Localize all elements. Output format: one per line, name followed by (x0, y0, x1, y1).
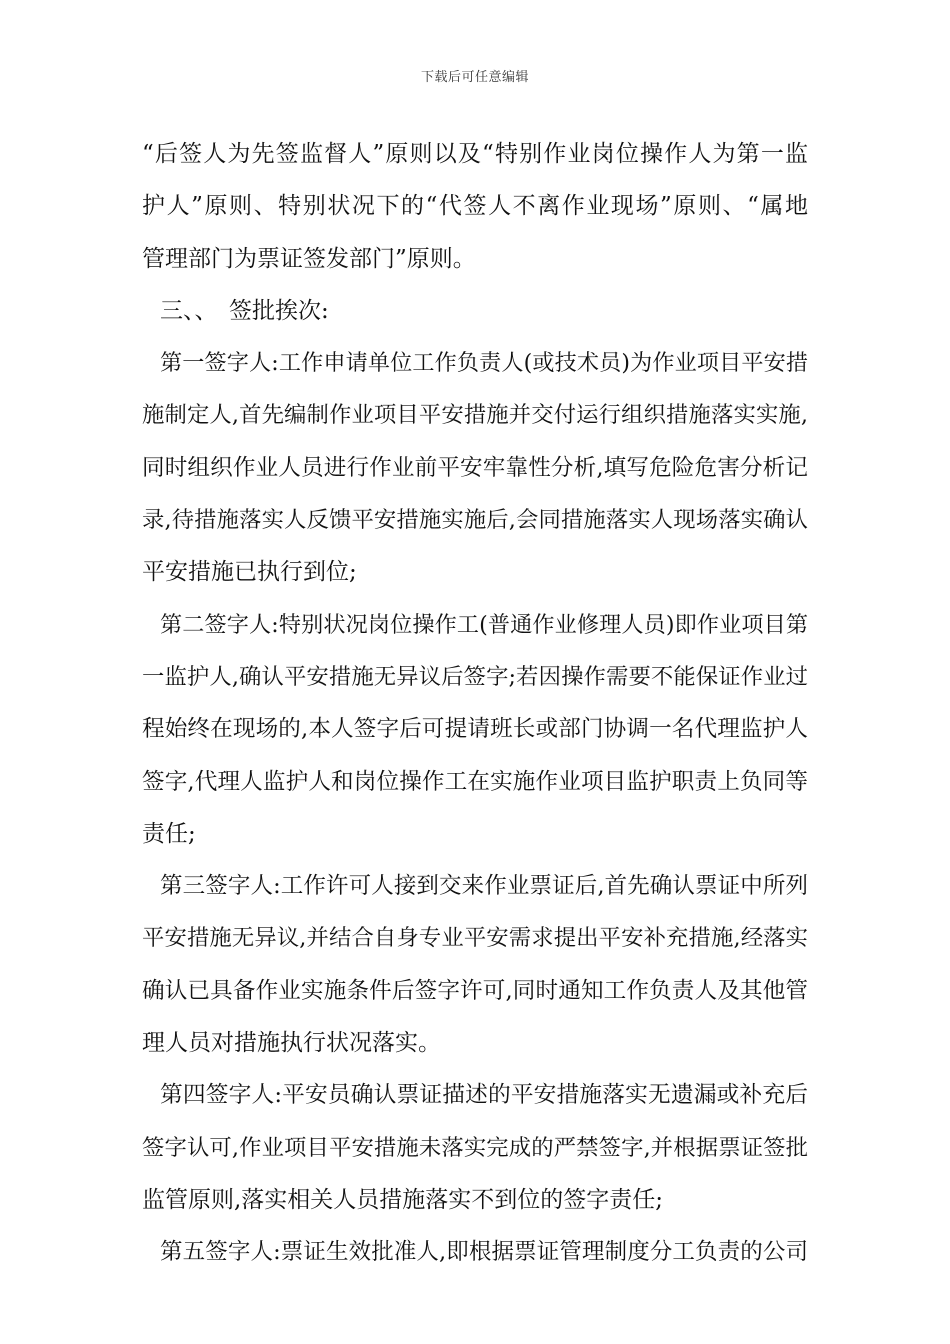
paragraph-first-signer (142, 337, 808, 598)
document-body (142, 128, 808, 1279)
text-line: 第一签字人:工作申请单位工作负责人(或技术员)为作业项目平安措 (160, 350, 808, 377)
text-line: “后签人为先签监督人”原则以及“特别作业岗位操作人为第一监 (142, 141, 808, 167)
text-line: 录,待措施落实人反馈平安措施实施后,会同措施落实人现场落实确认 (142, 507, 808, 534)
text-line: 第三签字人:工作许可人接到交来作业票证后,首先确认票证中所列 (160, 873, 808, 900)
paragraph-principles (142, 128, 808, 285)
paragraph-third-signer (142, 860, 808, 1069)
text-line: 签字认可,作业项目平安措施未落实完成的严禁签字,并根据票证签批 (142, 1134, 808, 1161)
text-line: 施制定人,首先编制作业项目平安措施并交付运行组织措施落实实施, (142, 402, 808, 429)
text-line: 第五签字人:票证生效批准人,即根据票证管理制度分工负责的公司 (160, 1239, 808, 1266)
text-line: 平安措施无异议,并结合自身专业平安需求提出平安补充措施,经落实 (142, 925, 808, 952)
text-line: 确认已具备作业实施条件后签字许可,同时通知工作负责人及其他管 (142, 977, 808, 1004)
text-line: 管理部门为票证签发部门”原则。 (142, 245, 476, 272)
text-line: 同时组织作业人员进行作业前平安牢靠性分析,填写危险危害分析记 (142, 454, 808, 481)
text-line: 一监护人,确认平安措施无异议后签字;若因操作需要不能保证作业过 (142, 663, 808, 690)
text-line: 第四签字人:平安员确认票证描述的平安措施落实无遗漏或补充后 (160, 1082, 808, 1109)
page-header: 下载后可任意编辑 (420, 70, 529, 85)
section-heading (142, 285, 808, 337)
text-line: 签字,代理人监护人和岗位操作工在实施作业项目监护职责上负同等 (142, 768, 808, 795)
text-line: 第二签字人:特别状况岗位操作工(普通作业修理人员)即作业项目第 (160, 611, 808, 638)
paragraph-second-signer (142, 599, 808, 860)
text-line: 理人员对措施执行状况落实。 (142, 1030, 441, 1057)
text-line: 责任; (142, 820, 196, 847)
paragraph-fifth-signer (142, 1226, 808, 1278)
paragraph-fourth-signer (142, 1069, 808, 1226)
heading-line: 三、、 签批挨次: (160, 297, 329, 324)
text-line: 程始终在现场的,本人签字后可提请班长或部门协调一名代理监护人 (142, 716, 808, 743)
text-line: 监管原则,落实相关人员措施落实不到位的签字责任; (142, 1186, 664, 1213)
text-line: 护人”原则、特别状况下的“代签人不离作业现场”原则、“属地 (142, 193, 808, 220)
text-line: 平安措施已执行到位; (142, 559, 357, 586)
